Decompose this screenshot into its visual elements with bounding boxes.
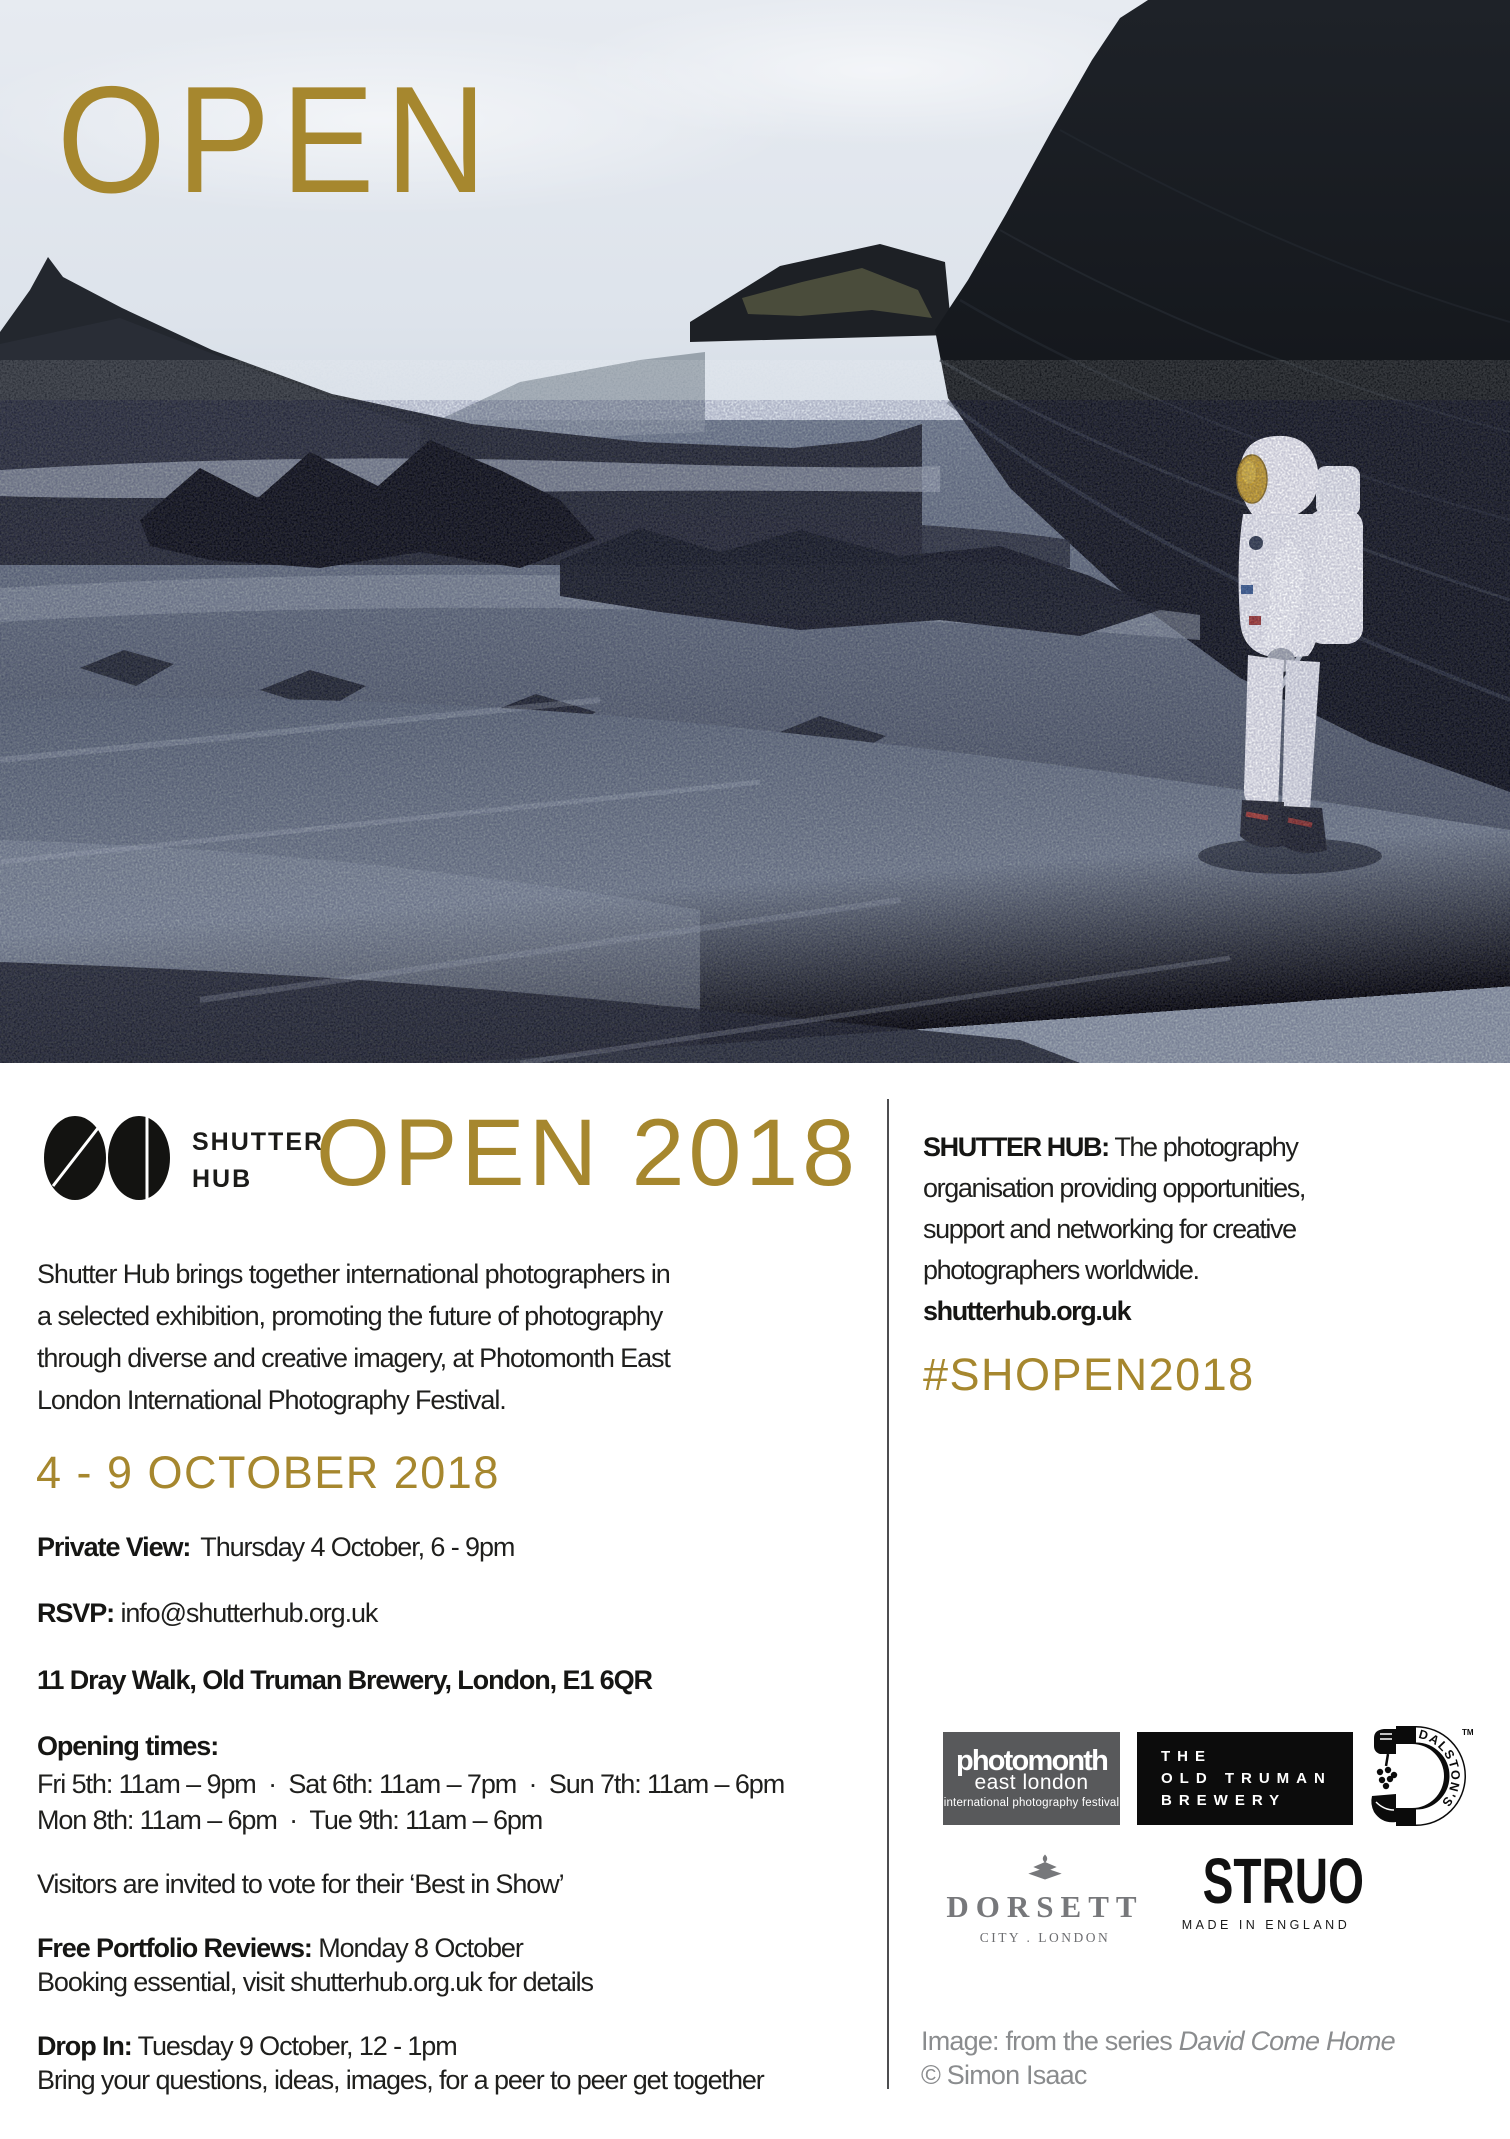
image-credit-line2: © Simon Isaac xyxy=(921,2060,1087,2090)
portfolio-booking-line: Booking essential, visit shutterhub.org.uk for details xyxy=(37,1967,593,1997)
dorsett-sub: CITY . LONDON xyxy=(979,1930,1111,1945)
portfolio-label: Free Portfolio Reviews: xyxy=(37,1933,312,1963)
dorsett-name: DORSETT xyxy=(946,1889,1144,1924)
photomonth-sub: east london xyxy=(974,1770,1089,1794)
dropin-line xyxy=(37,2031,457,2062)
credit-prefix: Image: from the series xyxy=(921,2026,1173,2056)
about-line4: photographers worldwide. xyxy=(923,1255,1199,1285)
intro-line: a selected exhibition, promoting the future of photography xyxy=(37,1301,663,1331)
photomonth-name: photomonth xyxy=(955,1744,1108,1777)
opening-times-line2: Mon 8th: 11am – 6pm · Tue 9th: 11am – 6pm xyxy=(37,1805,543,1835)
intro-line: Shutter Hub brings together international photographers in xyxy=(37,1259,670,1289)
about-paragraph xyxy=(923,1127,1305,1332)
event-title: OPEN 2018 xyxy=(316,1100,859,1206)
brand-word-line2: HUB xyxy=(192,1165,253,1193)
photomonth-tagline: international photography festival xyxy=(943,1796,1120,1809)
intro-paragraph xyxy=(37,1253,670,1421)
brand-word-line1: SHUTTER xyxy=(192,1128,325,1156)
private-view-value: Thursday 4 October, 6 - 9pm xyxy=(200,1532,515,1562)
hashtag: #SHOPEN2018 xyxy=(923,1349,1255,1400)
dalstons-tm: TM xyxy=(1462,1728,1474,1737)
about-line1: SHUTTER HUB: The photography xyxy=(923,1132,1298,1162)
about-line3: support and networking for creative xyxy=(923,1214,1296,1244)
struo-logo xyxy=(1178,1845,1364,1932)
column-divider xyxy=(887,1099,889,2089)
about-label: SHUTTER HUB: xyxy=(923,1132,1109,1162)
address-line xyxy=(37,1665,652,1696)
hero-title: OPEN xyxy=(57,55,498,225)
about-website: shutterhub.org.uk xyxy=(923,1296,1131,1326)
truman-line2: OLD TRUMAN xyxy=(1161,1769,1332,1787)
private-view-line xyxy=(37,1532,514,1563)
rsvp-email: info@shutterhub.org.uk xyxy=(120,1598,378,1628)
intro-line: through diverse and creative imagery, at Photomonth East xyxy=(37,1343,670,1373)
intro-line: London International Photography Festival. xyxy=(37,1385,506,1415)
dorsett-logo xyxy=(920,1852,1170,1946)
vote-line: Visitors are invited to vote for their ‘Best in Show’ xyxy=(37,1869,564,1899)
photomonth-logo xyxy=(943,1732,1120,1825)
dorsett-leaf-icon xyxy=(1025,1852,1065,1882)
private-view-label: Private View: xyxy=(37,1532,191,1562)
rsvp-label: RSVP: xyxy=(37,1598,115,1628)
portfolio-value: Monday 8 October xyxy=(318,1933,523,1963)
struo-name: STRUO xyxy=(1202,1845,1364,1917)
dropin-label: Drop In: xyxy=(37,2031,132,2061)
truman-line3: BREWERY xyxy=(1161,1791,1287,1809)
brand-wordmark xyxy=(192,1124,324,1198)
old-truman-brewery-logo xyxy=(1137,1732,1353,1825)
rsvp-line xyxy=(37,1598,377,1629)
opening-times-label: Opening times: xyxy=(37,1731,219,1761)
address-text: 11 Dray Walk, Old Truman Brewery, London, E1 6QR xyxy=(37,1665,652,1695)
image-credit-line1 xyxy=(921,2026,1395,2057)
truman-line1: THE xyxy=(1161,1747,1212,1765)
hero-photo xyxy=(0,0,1510,1063)
dropin-value: Tuesday 9 October, 12 - 1pm xyxy=(137,2031,457,2061)
shutterhub-logo-icon xyxy=(44,1116,171,1200)
dalstons-name: DALSTON'S xyxy=(1417,1727,1463,1811)
opening-times-label-line xyxy=(37,1731,218,1762)
portfolio-line xyxy=(37,1933,523,1964)
struo-sub: MADE IN ENGLAND xyxy=(1181,1918,1351,1932)
dropin-desc-line: Bring your questions, ideas, images, for a peer to peer get together xyxy=(37,2065,764,2095)
dalstons-logo-icon xyxy=(1366,1724,1478,1833)
credit-series: David Come Home xyxy=(1178,2026,1395,2056)
about-line2: organisation providing opportunities, xyxy=(923,1173,1305,1203)
dates-heading: 4 - 9 OCTOBER 2018 xyxy=(36,1447,500,1498)
opening-times-line1: Fri 5th: 11am – 9pm · Sat 6th: 11am – 7pm · Sun 7th: 11am – 6pm xyxy=(37,1769,785,1799)
